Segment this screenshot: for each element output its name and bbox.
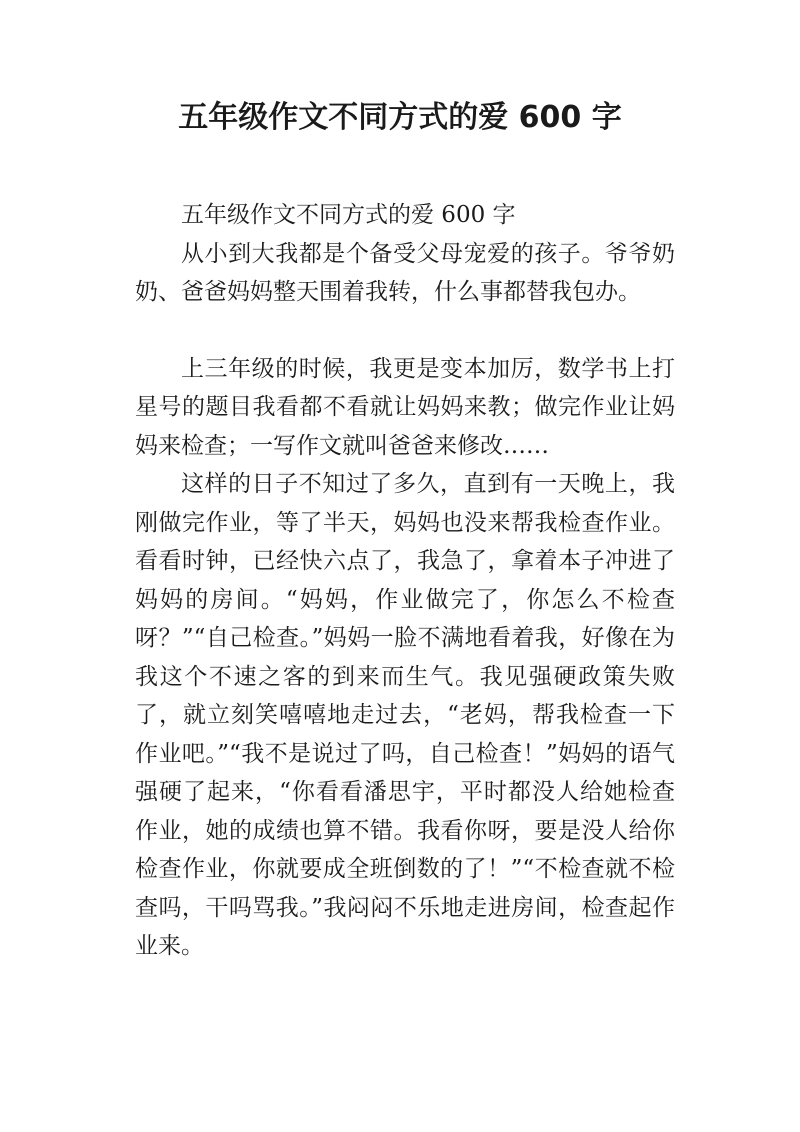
paragraph-3: 这样的日子不知过了多久，直到有一天晚上，我刚做完作业，等了半天，妈妈也没来帮我检查作业。看看时钟，已经快六点了，我急了，拿着本子冲进了妈妈的房间。“妈妈，作业做完了，你怎么不检查呀？”“自己检查。”妈妈一脸不满地看着我，好像在为我这个不速之客的到来而生气。我见强硬政策失败了，就立刻笑嘻嘻地走过去，“老妈，帮我检查一下作业吧。”“我不是说过了吗，自己检查！”妈妈的语气强硬了起来，“你看看潘思宇，平时都没人给她检查作业，她的成绩也算不错。我看你呀，要是没人给你检查作业，你就要成全班倒数的了！”“不检查就不检查吗，干吗骂我。”我闷闷不乐地走进房间，检查起作业来。 — [135, 471, 675, 959]
document-title: 五年级作文不同方式的爱 600 字 — [178, 100, 622, 135]
paragraph-2: 上三年级的时候，我更是变本加厉，数学书上打星号的题目我看都不看就让妈妈来教；做完作业让妈妈来检查；一写作文就叫爸爸来修改…… — [135, 355, 675, 459]
paragraph-subtitle: 五年级作文不同方式的爱 600 字 — [181, 202, 516, 228]
paragraph-1: 从小到大我都是个备受父母宠爱的孩子。爷爷奶奶、爸爸妈妈整天围着我转，什么事都替我包办。 — [135, 240, 675, 305]
document-body — [135, 196, 675, 966]
